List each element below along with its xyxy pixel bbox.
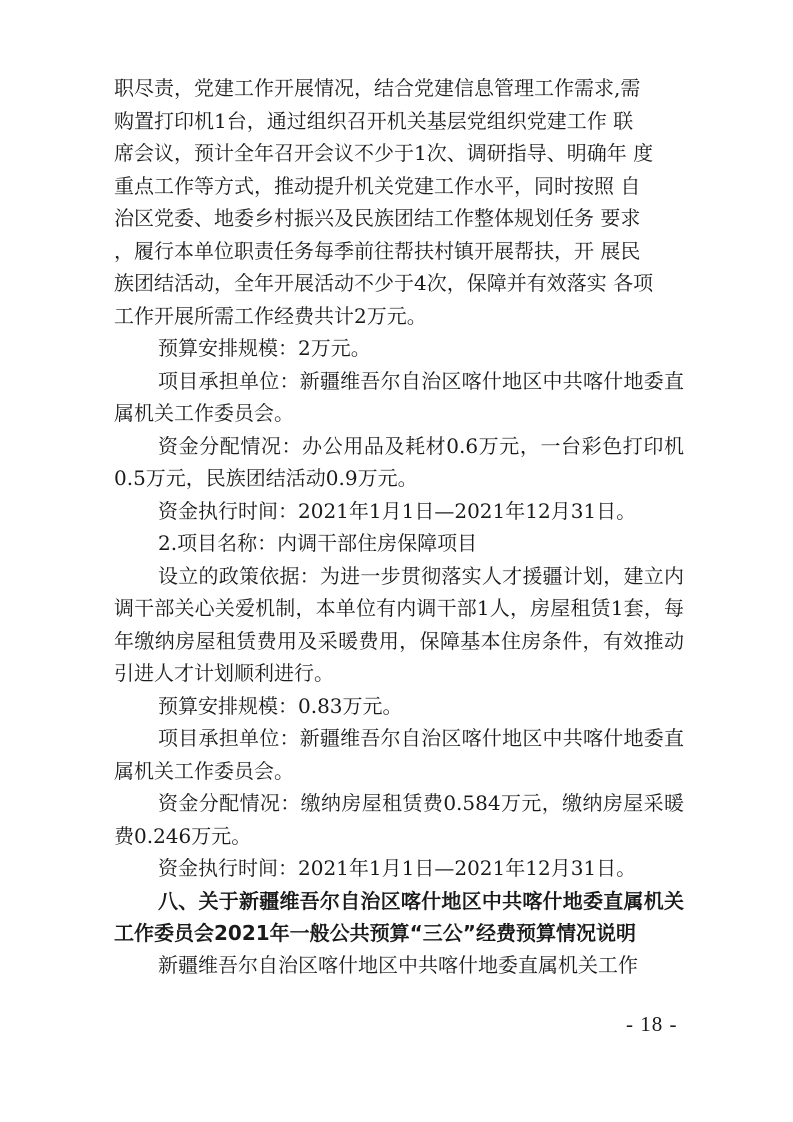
text-line: 工作开展所需工作经费共计2万元。: [114, 303, 427, 328]
section8-heading: 八、关于新疆维吾尔自治区喀什地区中共喀什地委直属机关工作委员会2021年一般公共预算“三公”经费预算情况说明: [114, 888, 684, 945]
project2-period: 资金执行时间：2021年1月1日—2021年12月31日。: [158, 856, 637, 880]
opening-paragraph: [114, 72, 684, 332]
page-number: - 18 -: [626, 1012, 678, 1036]
text-line: 席会议，预计全年召开会议不少于1次、调研指导、明确年 度: [114, 141, 654, 165]
project1-budget: 预算安排规模：2万元。: [158, 336, 371, 360]
section8-first-line: 新疆维吾尔自治区喀什地区中共喀什地委直属机关工作: [158, 952, 638, 977]
text-line: 族团结活动，全年开展活动不少于4次，保障并有效落实 各项: [114, 271, 654, 295]
project2-basis: 设立的政策依据：为进一步贯彻落实人才援疆计划，建立内调干部关心关爱机制，本单位有内调干部1人，房屋租赁1套，每年缴纳房屋租赁费用及采暖费用，保障基本住房条件，有效推动引进人才计划顺利进行。: [114, 563, 684, 685]
text-line: 治区党委、地委乡村振兴及民族团结工作整体规划任务 要求: [114, 206, 641, 230]
text-line: 职尽责，党建工作开展情况，结合党建信息管理工作需求,需: [114, 76, 641, 100]
project2-allocation: 资金分配情况：缴纳房屋租赁费0.584万元，缴纳房屋采暖费0.246万元。: [114, 791, 684, 848]
project2-budget: 预算安排规模：0.83万元。: [158, 693, 403, 718]
text-line: 重点工作等方式，推动提升机关党建工作水平，同时按照 自: [114, 173, 641, 198]
project2-title: 2.项目名称：内调干部住房保障项目: [158, 531, 478, 555]
page-body: [114, 72, 684, 981]
project1-allocation: 资金分配情况：办公用品及耗材0.6万元，一台彩色打印机0.5万元，民族团结活动0.9万元。: [114, 433, 684, 490]
project1-period: 资金执行时间：2021年1月1日—2021年12月31日。: [158, 498, 637, 523]
text-line: ，履行本单位职责任务每季前往帮扶村镇开展帮扶，开 展民: [114, 238, 641, 263]
project2-unit: 项目承担单位：新疆维吾尔自治区喀什地区中共喀什地委直属机关工作委员会。: [114, 726, 684, 783]
text-line: 购置打印机1台，通过组织召开机关基层党组织党建工作 联: [114, 108, 634, 133]
project1-unit: 项目承担单位：新疆维吾尔自治区喀什地区中共喀什地委直属机关工作委员会。: [114, 368, 684, 425]
